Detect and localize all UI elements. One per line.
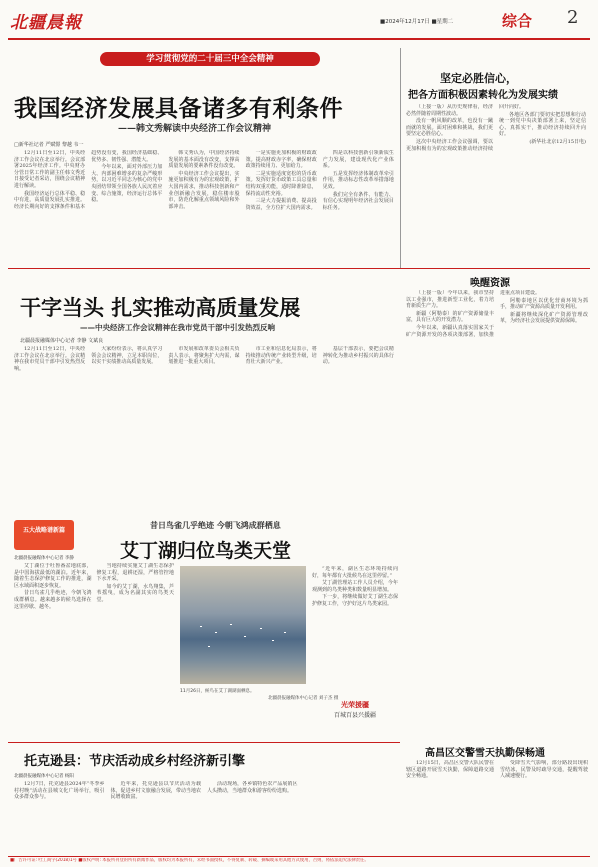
footer-rule [8,856,590,857]
masthead-rule [8,38,590,40]
article1-paragraph: 中央经济工作会议提出，实施更加积极有为的宏观政策，扩大国内需求，推动科技创新和产业创新融合发展，稳住楼市股市，防范化解重点领域风险和外部冲击。 [168,170,240,210]
article3-paragraph: 艾丁湖位于吐鲁番盆地底部，是中国海拔最低的湖泊。近年来，随着生态保护修复工作的推进，湖区水域面积逐步恢复。 [14,563,92,589]
article3-right-paragraph: “近年来，湖区生态环境持续向好，每年都有大批候鸟在这里停留。” [312,566,398,579]
promo-line2: 百城百县兴援疆 [333,712,376,719]
sidebar-divider [400,48,401,268]
page-number: 2 [567,7,579,28]
article4-paragraph: 活动现场，各乡镇特色农产品展销区人头攒动，当地群众和游客纷纷选购。 [207,781,298,794]
article4-byline: 北疆晨报融媒体中心记者 杨阳 [14,774,74,779]
article1-title[interactable]: 我国经济发展具备诸多有利条件 [14,95,343,122]
article2-paragraph: 市发展和改革委员会相关负责人表示，将聚焦扩大内需，谋划推进一批重大项目。 [168,346,240,366]
sidebar-note: (新华社北京12月15日电) [529,138,586,145]
article4-paragraph: 近年来，托克逊县以节庆活动为载体，促进乡村文旅融合发展，带动当地农民增收致富。 [110,781,201,801]
article1-paragraph: 韩文秀认为，中国经济持续发展的基本面没有改变，支撑高质量发展的要素条件没有改变。 [168,150,240,170]
article1-paragraph: 二是实施适度宽松的货币政策。发挥好货币政策工具总量和结构双重功能，适时降准降息，保持流动性充裕。 [245,170,317,197]
promo-line1: 光荣援疆 [341,700,369,709]
sidebar2-body [406,290,588,740]
article1-paragraph: 12月11日至12日，中央经济工作会议在北京举行。会议部署2025年经济工作。中央财办分管日常工作的副主任韩文秀近日接受记者采访，围绕会议精神进行解读。 [14,150,86,189]
promo-box[interactable] [320,700,390,724]
section-title: 综合 [502,12,533,30]
article2-subtitle: ——中央经济工作会议精神在我市党员干部中引发热烈反响 [80,323,275,332]
article3-byline: 北疆晨报融媒体中心记者 李静 [14,556,74,561]
article2-title[interactable]: 干字当头 扎实推动高质量发展 [20,295,301,320]
sidebar2-paragraph: 阿勒泰地区以优化营商环境为抓手，推动矿产资源高质量开发利用。 [500,297,588,311]
article2-paragraph: 大家纷纷表示，将认真学习领会会议精神，立足本职岗位，以实干实绩推动高质量发展。 [91,346,163,366]
article1-paragraph: 我国经济运行总体平稳、稳中有进，高质量发展扎实推进。经济长期向好的支撑条件和基本趋势没有变，我国经济基础稳、优势多、韧性强、潜能大。 [14,150,163,210]
article2-body [14,346,394,446]
masthead [0,0,598,40]
sidebar2-paragraph: （上接一版）今年以来，我市坚持以工业强市，推进新型工业化，着力培育新质生产力。 [406,290,494,310]
article5-body [406,760,588,853]
sidebar2-paragraph: 今年以来，新疆认真落实国家关于矿产资源开发的各项决策部署，加快推进重点项目建设。 [406,290,541,338]
article1-body [14,150,394,260]
article3-body-left [14,563,174,673]
article3-paragraph: 当地持续实施艾丁湖生态保护修复工程，退耕还湿，严格管控地下水开采。 [96,563,174,583]
photo-caption: 11月26日，候鸟在艾丁湖湖面栖息。 [180,689,255,694]
section-divider-1 [8,268,590,269]
sidebar2-title[interactable]: 唤醒资源 [470,278,510,289]
article4-paragraph: 12月7日，托克逊县2024年“冬季乡村村晚”活动在县城文化广场举行，吸引众多群众参与。 [14,781,105,801]
article3-right-paragraph: 下一步，将继续做好艾丁湖生态保护修复工作，守护好这片鸟类家园。 [312,594,398,607]
sidebar2-paragraph: 新疆将继续深化矿产资源管理改革，为经济社会发展提供资源保障。 [500,311,588,325]
article3-paragraph: 昔日鸟雀几乎绝迹，今朝飞鸿成群栖息。越来越多的候鸟选择在这里停歇、越冬。 [14,590,92,610]
article3-title[interactable]: 艾丁湖归位鸟类天堂 [120,540,292,562]
article5-paragraph: 受降雪天气影响，部分路段出现积雪结冰，民警及时疏导交通，提醒驾驶人减速慢行。 [500,760,588,780]
section-divider-2 [8,742,400,743]
article4-title[interactable]: 托克逊县：节庆活动成乡村经济新引擎 [24,754,246,769]
article2-byline: 北疆晨报融媒体中心记者 李静 文斌良 [20,338,104,344]
article1-paragraph: 今年以来，面对外部压力加大、内部困难增多的复杂严峻形势，以习近平同志为核心的党中央团结带领全国各族人民沉着应变、综合施策，经济运行总体平稳。 [91,164,163,204]
sidebar-paragraph: 这次中央经济工作会议强调，要以更加积极有为的宏观政策推动经济持续回升向好。 [406,104,525,152]
sidebar-paragraph: （上接一版）从历史规律看，经济必然伴随着周期性波动。 [406,104,493,117]
footer-text: ■广告许可证: 吐工商字(2018)1号 ■版权声明: 本报所刊登的所有新闻作品，版权均为本报所有，未经书面授权，不得复制、转载、摘编或采用其他方式使用，否则，将依法追究法律责任。 [10,858,369,863]
article3-paragraph: 如今的艾丁湖，水鸟翔集，芦苇摇曳，成为名副其实的鸟类天堂。 [96,583,174,603]
article1-byline: □新华社记者 严赋憬 黎越 韦一 [14,142,84,148]
theme-banner-text: 学习贯彻党的二十届三中全会精神 [146,54,274,64]
photo-credit: 北疆晨报融媒体中心记者 刘子杰 摄 [268,696,339,701]
sidebar-title-line1[interactable]: 坚定必胜信心， [440,72,517,85]
five-strategies-logo [14,520,74,550]
article4-body [14,781,394,853]
article1-paragraph: 一是实施更加积极的财政政策。提高财政赤字率，确保财政政策持续用力、更加给力。 [245,150,317,170]
theme-banner [100,52,320,66]
article5-paragraph: 12月15日，高昌区交警大队民警在辖区道路开展雪天执勤，保障道路交通安全畅通。 [406,760,494,780]
aiding-lake-photo [180,566,306,684]
article2-paragraph: 基层干部表示，要把会议精神转化为推动乡村振兴的具体行动。 [322,346,394,366]
sidebar-paragraph: 各地区各部门要切实把思想和行动统一到党中央决策部署上来，坚定信心、真抓实干，推动经济持续回升向好。 [499,111,586,138]
masthead-logo: 北疆晨報 [10,13,82,33]
sidebar-body [406,104,586,264]
article1-paragraph: 三是大力提振消费、提高投资效益，全方位扩大国内需求。 [245,198,317,211]
article2-paragraph: 12月11日至12日，中央经济工作会议在北京举行。会议精神在我市党员干部中引发热烈反响。 [14,346,86,372]
article5-title[interactable]: 高昌区交警雪天执勤保畅通 [425,748,545,759]
sidebar2-paragraph: 新疆（阿勒泰）的矿产资源储量丰富，具有巨大的开发潜力。 [406,310,494,324]
article1-paragraph: 四是以科技创新引领新质生产力发展，建设现代化产业体系。 [322,150,394,170]
article2-paragraph: 市工业和信息化局表示，将持续推动传统产业转型升级，培育壮大新兴产业。 [245,346,317,366]
article3-kicker: 昔日鸟雀几乎绝迹 今朝飞鸿成群栖息 [150,521,281,530]
article1-paragraph: 我们完全有条件、有能力、有信心实现明年经济社会发展目标任务。 [322,191,394,211]
article3-body-right [312,566,398,696]
sidebar-paragraph: 没有一帆风顺的改革，也没有一蹴而就的发展。面对困难和挑战，我们更要坚定必胜信心。 [406,118,493,138]
article1-paragraph: 五是发挥经济体制改革牵引作用，推动标志性改革举措落地见效。 [322,170,394,190]
five-strategies-logo-text: 五大战略谱新篇 [22,527,65,534]
article3-right-paragraph: 艾丁湖管理站工作人员介绍，今年观测到的鸟类种类和数量明显增加。 [312,580,398,593]
article1-subtitle: ——韩文秀解读中央经济工作会议精神 [118,124,272,134]
date-line: ■2024年12月17日 ■星期二 [380,19,454,25]
sidebar-title-line2[interactable]: 把各方面积极因素转化为发展实绩 [408,90,558,101]
